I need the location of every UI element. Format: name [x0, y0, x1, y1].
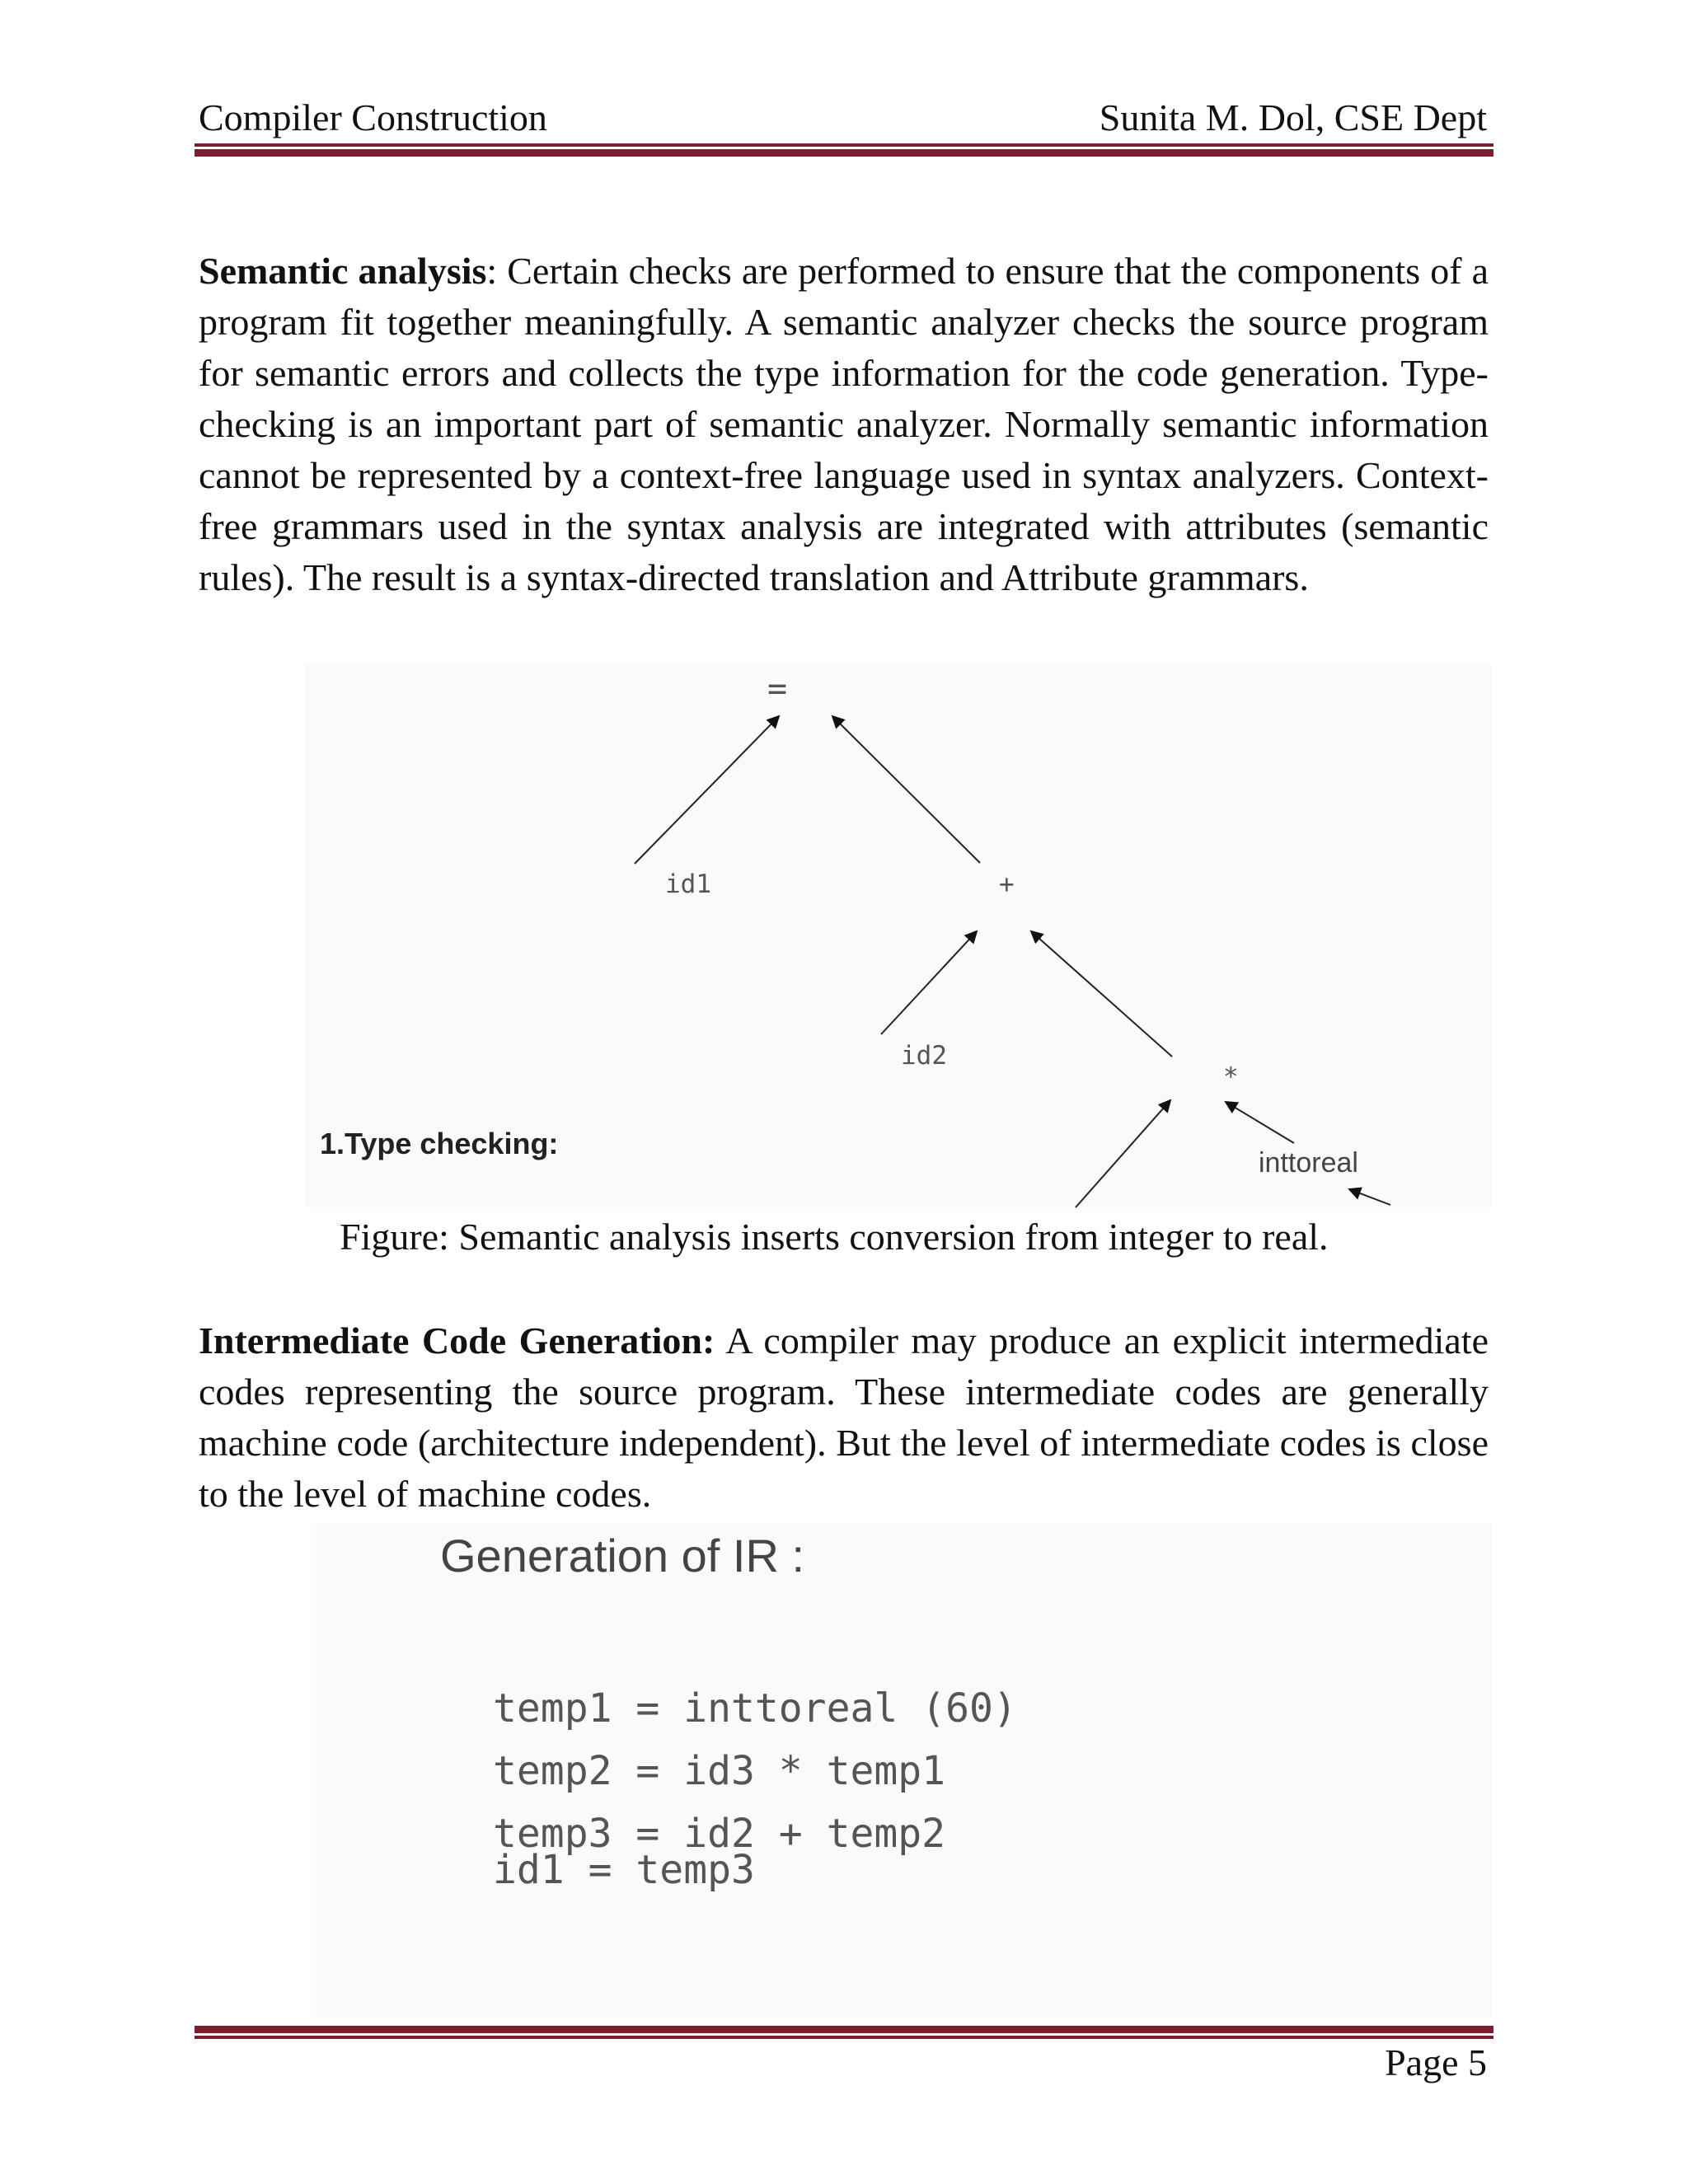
ir-title: Generation of IR :: [440, 1530, 805, 1582]
edge-lower-mult: [1076, 1100, 1170, 1207]
ir-line: temp2 = id3 * temp1: [493, 1748, 946, 1794]
footer-rule-bottom: [195, 2036, 1493, 2039]
intermediate-text: A compiler may produce an explicit intermediate codes representing the source program. These intermediate codes are generally machine code (architecture independent). But the level of intermediate codes is close to the level of machine codes.: [199, 1319, 1489, 1515]
node-inttoreal: inttoreal: [1259, 1147, 1358, 1179]
ir-line-clipped: [493, 1847, 790, 1893]
edge-mult-plus: [1031, 931, 1172, 1057]
figure-caption: Figure: Semantic analysis inserts conversion from integer to real.: [340, 1216, 1329, 1258]
header-rule-bottom: [195, 149, 1493, 157]
edge-into-conv: [1349, 1189, 1390, 1205]
header-author: Sunita M. Dol, CSE Dept: [1099, 96, 1487, 138]
edge-id1-root: [635, 716, 779, 864]
ir-line: id1 = temp3: [493, 1847, 755, 1893]
edge-id2-plus: [881, 931, 977, 1034]
type-checking-heading: 1.Type checking:: [320, 1127, 559, 1160]
semantic-heading: Semantic analysis: [199, 250, 487, 292]
header-rule-top: [195, 143, 1493, 147]
header-title: Compiler Construction: [199, 96, 547, 138]
node-id1: id1: [665, 869, 711, 899]
node-assign: =: [767, 670, 788, 708]
node-id2: id2: [901, 1041, 947, 1071]
ir-line: temp3 = id2 + temp2: [493, 1811, 946, 1857]
page-number: Page 5: [1385, 2041, 1487, 2083]
footer-rule-top: [195, 2026, 1493, 2033]
semantic-text: : Certain checks are performed to ensure that the components of a program fit together meaningfully. A semantic analyzer checks the source program for semantic errors and collects the type information for the code generation. Type-checking is an important part of semantic analyzer. Normally semantic information cannot be represented by a context-free language used in syntax analyzers. Context-free grammars used in the syntax analysis are integrated with attributes (semantic rules). The result is a syntax-directed translation and Attribute grammars.: [199, 250, 1489, 598]
semantic-paragraph: [199, 246, 1489, 603]
type-checking-figure: [305, 663, 1492, 1207]
node-mult: *: [1223, 1062, 1239, 1092]
ir-line: temp1 = inttoreal (60): [493, 1685, 1017, 1732]
edge-conv-mult: [1226, 1102, 1294, 1143]
edge-plus-root: [832, 716, 980, 863]
intermediate-heading: Intermediate Code Generation:: [199, 1319, 715, 1361]
syntax-tree-diagram: [305, 663, 1492, 1207]
intermediate-paragraph: [199, 1315, 1489, 1520]
node-plus: +: [999, 869, 1015, 899]
